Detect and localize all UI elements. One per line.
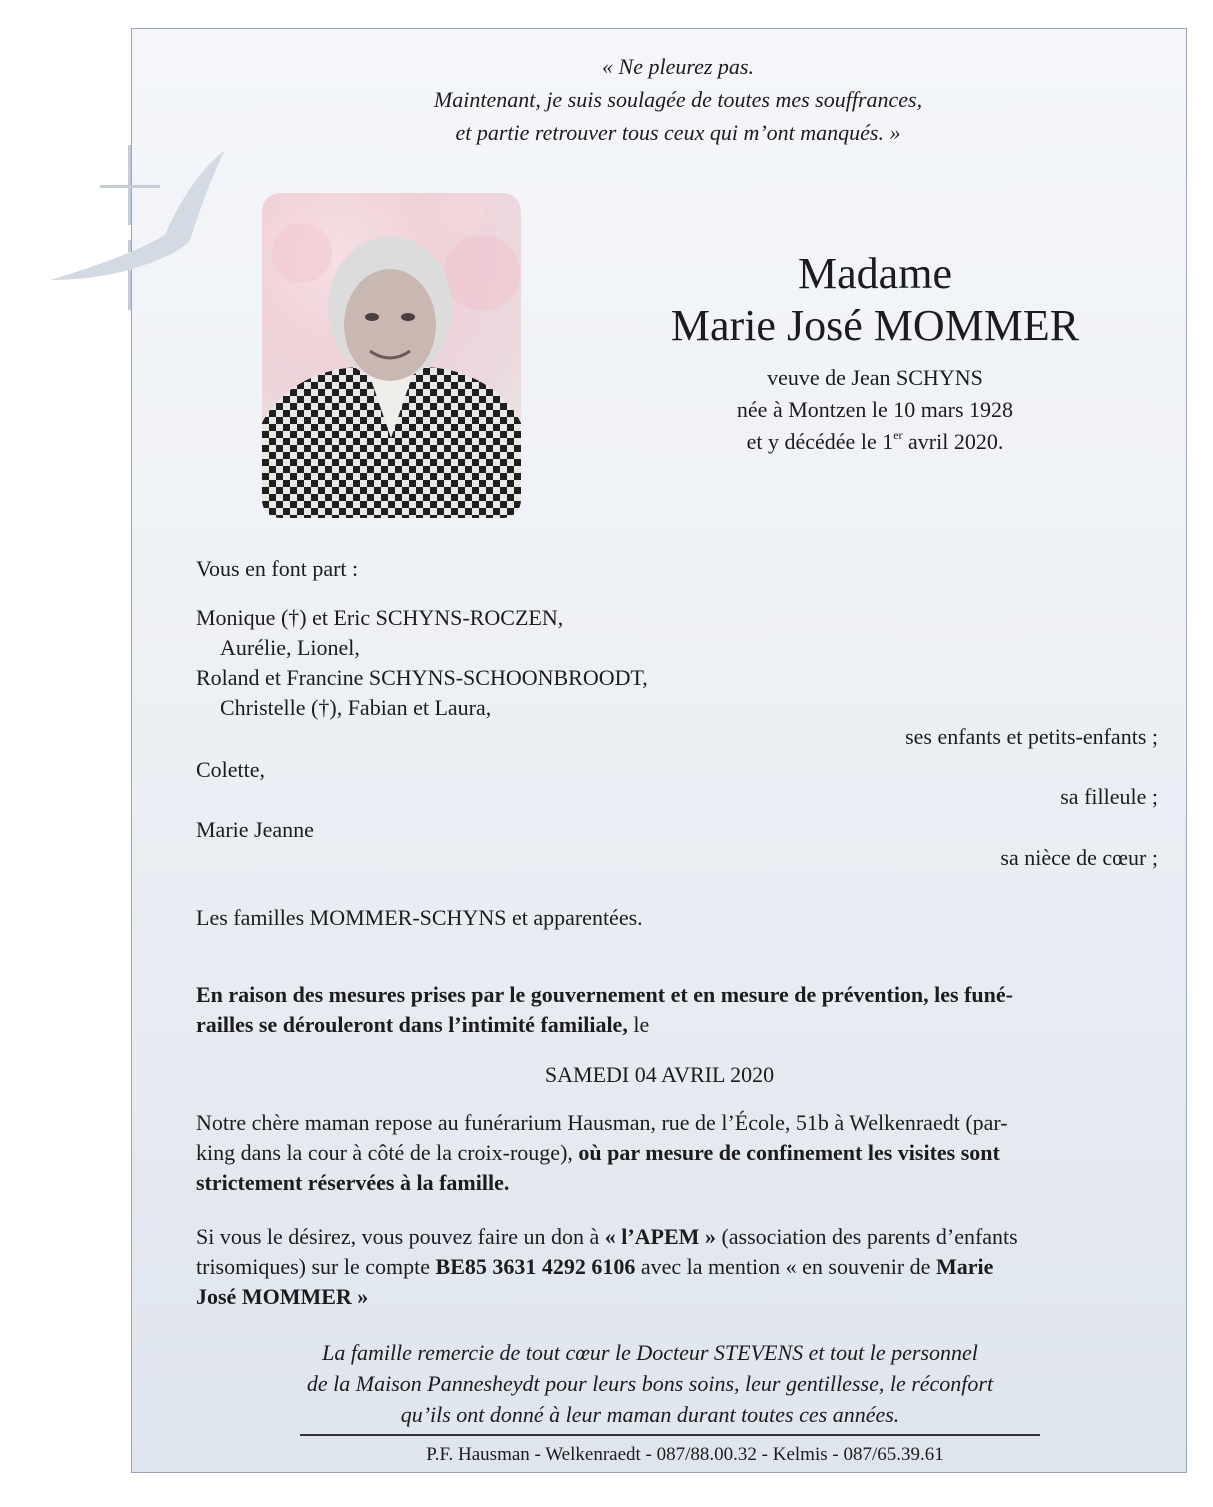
deceased-name: Marie José MOMMER (670, 301, 1080, 350)
donation-info (196, 1222, 1158, 1312)
thanks-line: La famille remercie de tout cœur le Docteur STEVENS et tout le personnel (322, 1340, 978, 1365)
announcement-intro: Vous en font part : (196, 556, 359, 581)
family-line: Monique (†) et Eric SCHYNS-ROCZEN, (196, 605, 564, 630)
birth-info: née à Montzen le 10 mars 1928 (736, 397, 1014, 422)
honorific: Madame (798, 249, 952, 298)
portrait-photo (262, 193, 521, 518)
thanks-line: qu’ils ont donné à leur maman durant toutes ces années. (400, 1402, 900, 1427)
death-info: et y décédée le 1er avril 2020. (746, 428, 1004, 454)
goddaughter-name: Colette, (196, 757, 266, 782)
cross-icon (100, 145, 160, 310)
relation-niece: sa nièce de cœur ; (1000, 845, 1158, 870)
visitation-line: Notre chère maman repose au funérarium Hausman, rue de l’École, 51b à Welkenraedt (par- (196, 1110, 1008, 1135)
funeral-home-footer: P.F. Hausman - Welkenraedt - 087/88.00.32 - Kelmis - 087/65.39.61 (426, 1444, 944, 1465)
thanks-line: de la Maison Pannesheydt pour leurs bons soins, leur gentillesse, le réconfort (306, 1371, 994, 1396)
deceased-block (560, 248, 1190, 458)
family-line: Christelle (†), Fabian et Laura, (220, 695, 492, 720)
notice-line: En raison des mesures prises par le gouvernement et en mesure de prévention, les funé- (196, 982, 1013, 1007)
funeral-date: SAMEDI 04 AVRIL 2020 (544, 1062, 775, 1087)
footer-divider (300, 1434, 1040, 1436)
relation-goddaughter: sa filleule ; (1060, 784, 1158, 809)
family-line: Roland et Francine SCHYNS-SCHOONBROODT, (196, 665, 648, 690)
opening-quote (178, 50, 1178, 149)
cross-bird-decoration (40, 140, 240, 330)
quote-line: Maintenant, je suis soulagée de toutes mes souffrances, (433, 87, 923, 112)
visitation-line: strictement réservées à la famille. (196, 1170, 510, 1195)
donation-line: Si vous le désirez, vous pouvez faire un don à « l’APEM » (association des parents d’enfants (196, 1224, 1018, 1249)
donation-line: José MOMMER » (196, 1284, 369, 1309)
donation-line: trisomiques) sur le compte BE85 3631 4292 6106 avec la mention « en souvenir de Marie (196, 1254, 994, 1279)
bird-icon (50, 150, 225, 280)
families-line: Les familles MOMMER-SCHYNS et apparentées. (196, 905, 643, 930)
relation-children: ses enfants et petits-enfants ; (905, 724, 1158, 749)
quote-line: « Ne pleurez pas. (602, 54, 754, 79)
thanks-message (250, 1337, 1050, 1430)
portrait-illustration (262, 193, 521, 518)
family-line: Aurélie, Lionel, (220, 635, 360, 660)
funeral-notice (196, 980, 1158, 1040)
niece-name: Marie Jeanne (196, 817, 314, 842)
visitation-info (196, 1108, 1158, 1198)
visitation-line: king dans la cour à côté de la croix-rouge), où par mesure de confinement les visites sont (196, 1140, 1000, 1165)
quote-line: et partie retrouver tous ceux qui m’ont manqués. » (455, 120, 901, 145)
widow-of: veuve de Jean SCHYNS (767, 365, 983, 390)
notice-line: railles se dérouleront dans l’intimité familiale, le (196, 1012, 650, 1037)
